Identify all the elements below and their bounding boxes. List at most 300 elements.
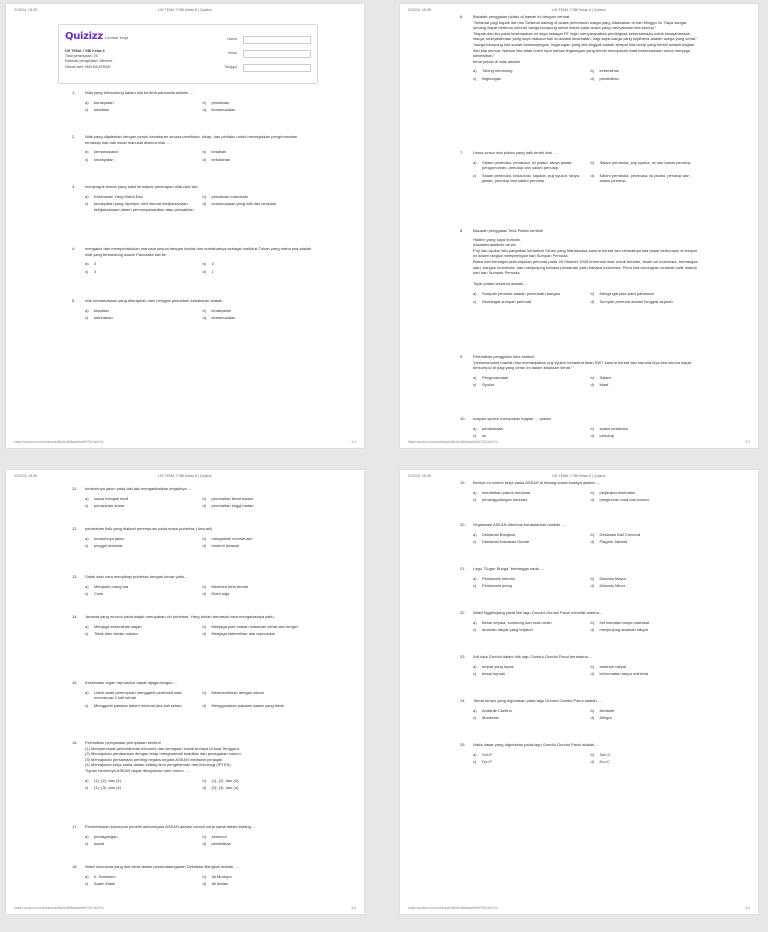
question-stem — [460, 228, 700, 234]
option-letter: a) — [473, 619, 477, 625]
answer-option[interactable] — [473, 708, 583, 714]
option-text: Diam saja — [211, 591, 230, 597]
answer-option[interactable] — [203, 536, 313, 542]
option-letter: d) — [202, 201, 207, 207]
question-text: perubahan fisik yang dialami perempuan pada masa pubertas ( kecuali) — [85, 526, 212, 531]
answer-option[interactable] — [85, 785, 195, 791]
option-text: kehormatan tanpa mahkota — [599, 671, 649, 677]
option-text: Andante — [599, 707, 615, 713]
name-field[interactable] — [227, 36, 311, 44]
answer-options — [72, 308, 312, 321]
option-text: (1), (3), dan (4) — [94, 785, 121, 791]
answer-option[interactable] — [591, 382, 701, 388]
answer-option[interactable] — [203, 841, 313, 847]
answer-option[interactable] — [591, 299, 701, 305]
page-4 — [400, 470, 758, 914]
question-text: Jerawat yang muncul pada wajah merupakan ciri pubertas. Yang bukan termasuk cara mengatasinya yaitu — [85, 614, 274, 619]
option-letter: c) — [85, 785, 89, 791]
answer-option[interactable] — [591, 620, 701, 626]
footer-url: https://quizizz.com/print/quiz/65a9c865ada6e60079c3ee7/d — [14, 906, 104, 910]
answer-option[interactable] — [473, 715, 583, 721]
answer-option[interactable] — [473, 759, 583, 765]
question-text: Nada dasar yang digunakan pada lagu Gundul-Gundul Pacul adalah.... — [473, 742, 599, 747]
option-text: Tolong menolong — [482, 68, 513, 74]
question-stem — [460, 566, 700, 572]
option-letter: b) — [202, 99, 207, 105]
option-text: keadilan — [94, 307, 109, 313]
answer-option[interactable] — [203, 157, 313, 163]
quiz-meta — [65, 49, 112, 70]
answer-option[interactable] — [203, 194, 313, 200]
answer-option[interactable] — [591, 160, 701, 171]
option-letter: c) — [85, 543, 89, 549]
class-label: Kelas — [228, 51, 237, 55]
answer-option[interactable] — [591, 708, 701, 714]
option-letter: a) — [473, 751, 477, 757]
answer-option[interactable] — [85, 496, 195, 502]
option-text: pendidikan — [599, 75, 619, 81]
question-block — [72, 246, 312, 274]
answer-option[interactable] — [85, 778, 195, 784]
option-letter: c) — [85, 591, 89, 597]
answer-option[interactable] — [203, 624, 313, 630]
question-number: 7. — [460, 150, 464, 155]
option-text: Menggunakan pakaian dalam yang tebal — [211, 702, 284, 708]
answer-option[interactable] — [473, 382, 583, 388]
print-title: UH TEMA 7 SBI Kelas 6 | Quizizz — [158, 474, 212, 478]
question-block — [72, 90, 312, 113]
answer-option[interactable] — [203, 785, 313, 791]
answer-option[interactable] — [591, 664, 701, 670]
option-letter: a) — [85, 261, 89, 267]
option-letter: a) — [473, 575, 477, 581]
question-block — [72, 680, 312, 708]
answer-option[interactable] — [591, 752, 701, 758]
option-text: lingkungan — [482, 75, 502, 81]
page-number: 3/4 — [351, 906, 356, 910]
answer-option[interactable] — [473, 664, 583, 670]
question-text: Nilai yang terkandung dalam sila ke-lima pancasila adalah .... — [85, 90, 194, 95]
option-letter: a) — [473, 663, 477, 669]
answer-options — [460, 752, 700, 765]
question-text: Organisasi ASEAN dibentuk berdasarkan naskah .... — [473, 522, 566, 527]
question-block — [460, 742, 700, 765]
answer-option[interactable] — [203, 100, 313, 106]
answer-option[interactable] — [591, 291, 701, 297]
option-text: Tidak tidur terlalu malam — [94, 631, 138, 637]
answer-option[interactable] — [591, 532, 701, 538]
option-text: pembukaan — [482, 425, 503, 431]
answer-option[interactable] — [85, 107, 195, 113]
answer-option[interactable] — [85, 149, 195, 155]
print-footer — [14, 906, 356, 910]
option-text: Do=C — [599, 759, 610, 765]
option-text: persatuan — [211, 99, 230, 105]
answer-option[interactable] — [591, 497, 701, 503]
answer-options — [72, 690, 312, 709]
answer-option[interactable] — [591, 375, 701, 381]
option-text: tumbuhnya jakun — [94, 535, 125, 541]
question-number: 11. — [72, 486, 78, 491]
question-block — [72, 486, 312, 509]
option-letter: b) — [202, 777, 207, 783]
answer-option[interactable] — [473, 583, 583, 589]
question-block — [72, 298, 312, 321]
question-number: 15. — [72, 680, 78, 685]
question-number: 22. — [460, 610, 466, 615]
option-letter: d) — [590, 583, 595, 589]
answer-option[interactable] — [85, 308, 195, 314]
answer-option[interactable] — [473, 490, 583, 496]
option-text: Syukur — [482, 382, 495, 388]
question-text: Perhatikan penggalan teks berikut! "pertama-tama marilah kita memanjatkan puji syukur kehadirat Allah SWT karena berkat dan karunia-Nya kita semua dapat berkumpul di pagi yang cerah ini dalam keadaan sehat." — [473, 354, 692, 371]
answer-option[interactable] — [85, 834, 195, 840]
option-text: besar kepala — [482, 671, 505, 677]
question-text: Berikut ini contoh kerja sama ASEAN di bidang sosial budaya adalah .... — [473, 480, 601, 485]
quiz-author: Dibuat oleh: MAYDA AFRAH — [65, 64, 111, 69]
option-letter: a) — [85, 833, 89, 839]
option-letter: d) — [202, 881, 207, 887]
option-text: 2 — [94, 261, 97, 267]
option-letter: a) — [85, 535, 89, 541]
option-text: kemanusiaan — [211, 315, 236, 321]
answer-option[interactable] — [473, 426, 583, 432]
answer-options — [72, 149, 312, 162]
option-letter: b) — [590, 575, 595, 581]
question-block — [72, 864, 312, 887]
date-field[interactable] — [224, 64, 311, 72]
answer-option[interactable] — [591, 759, 701, 765]
option-letter: b) — [202, 261, 207, 267]
option-letter: b) — [590, 425, 595, 431]
question-number: 25. — [460, 742, 466, 747]
print-footer — [408, 440, 750, 444]
answer-option[interactable] — [591, 68, 701, 74]
option-letter: c) — [473, 172, 477, 178]
option-text: Deklarasi Bali Concord — [599, 531, 641, 537]
answer-option[interactable] — [85, 543, 195, 549]
answer-options — [72, 261, 312, 274]
answer-options — [460, 68, 700, 81]
option-letter: d) — [202, 841, 207, 847]
answer-option[interactable] — [203, 703, 313, 709]
option-text: keadilan — [94, 107, 109, 113]
answer-option[interactable] — [203, 149, 313, 155]
option-text: Membersihkan dengan sabun — [211, 689, 265, 695]
option-letter: a) — [85, 623, 89, 629]
print-datetime: 2/10/24, 15:35 — [408, 474, 431, 478]
question-stem — [72, 740, 312, 774]
answer-option[interactable] — [591, 539, 701, 545]
option-letter: b) — [202, 583, 207, 589]
answer-option[interactable] — [591, 576, 701, 582]
answer-options — [72, 194, 312, 213]
question-number: 23. — [460, 654, 466, 659]
answer-options — [72, 584, 312, 597]
answer-options — [72, 834, 312, 847]
option-letter: d) — [590, 75, 595, 81]
option-letter: c) — [85, 201, 89, 207]
answer-option[interactable] — [473, 76, 583, 82]
answer-option[interactable] — [473, 671, 583, 677]
answer-option[interactable] — [85, 261, 195, 267]
question-text: Tanda tempo yang digunakan pada lagu Gundul-Gundul Pacul adalah .... — [473, 698, 603, 703]
question-block — [460, 228, 700, 304]
option-text: Piagam Jakarta — [599, 539, 628, 545]
question-stem — [72, 90, 312, 96]
date-label: Tanggal — [224, 65, 237, 69]
question-text: mengakui dan memperlakukan manusia sesuai dengan harkat dan martabatnya sebagai makhluk Tuhan yang maha esa adalah nilai yang terkandung dalam Pancasila sila ke — [85, 246, 313, 257]
answer-option[interactable] — [85, 881, 195, 887]
question-number: 20. — [460, 522, 466, 527]
answer-option[interactable] — [591, 490, 701, 496]
answer-option[interactable] — [203, 874, 313, 880]
worksheet-header — [58, 24, 318, 84]
option-text: empat yang lepas — [482, 663, 514, 669]
option-text: amanah rakyat yang terjatuh — [482, 627, 533, 633]
print-datetime: 2/10/24, 15:35 — [408, 8, 431, 12]
option-letter: b) — [202, 833, 207, 839]
option-letter: c) — [85, 156, 89, 162]
option-letter: d) — [202, 631, 207, 637]
answer-option[interactable] — [591, 433, 701, 439]
footer-url: https://quizizz.com/print/quiz/65a9c865ada6e60079c3ee7/d — [408, 440, 498, 444]
question-stem — [460, 522, 700, 528]
answer-option[interactable] — [473, 532, 583, 538]
answer-option[interactable] — [203, 261, 313, 267]
answer-option[interactable] — [591, 583, 701, 589]
question-text: Bacalah penggalan pidato di bawah ini dengan cermat "Selamat pagi bapak dan ibu Selamat datang di acara pertemuan warga yang dilaksakan di hari Minggu ini. Saya sangat senang dapat bertemu seluruh warga kampung sehat melati pada acara yang menyatukan kita semua." "Bapak dan ibu pada kesempatan ini saya sebagai RT ingin menyampaikan pentingnya kebersamaan untuk kesejahteraan warga, kesejahteraan yang saya maksud kali ini adalah kesehatan, bagi saya warga yang sejahtera adalah warga yang sehat." "warga kampung kita sudah berdampingan, lingkungan yang kita tinggali adalah tempat kita hidup yang bersih adalah bagian dari kita semua. Namun kita tidak boleh lupa bahwa lingkungan yang bersih merupakan hasil kebersamaan untuk menjaga kebersihan." tema pidato di atas adalah — [473, 14, 698, 64]
question-block — [72, 614, 312, 637]
question-stem — [460, 480, 700, 486]
answer-option[interactable] — [203, 308, 313, 314]
answer-option[interactable] — [203, 584, 313, 590]
option-letter: a) — [85, 495, 89, 501]
option-letter: b) — [590, 489, 595, 495]
question-stem — [72, 298, 312, 304]
question-number: 2. — [72, 134, 76, 139]
answer-option[interactable] — [85, 703, 195, 709]
worksheet-subtitle: Lembar kerja — [105, 35, 129, 40]
class-field[interactable] — [228, 50, 311, 58]
answer-option[interactable] — [85, 100, 195, 106]
option-letter: d) — [202, 503, 207, 509]
footer-url: https://quizizz.com/print/quiz/65a9c865ada6e60079c3ee7/d — [408, 906, 498, 910]
option-text: perubahan suara — [94, 503, 125, 509]
question-number: 1. — [72, 90, 76, 95]
option-text: perubahan berat badan — [211, 495, 254, 501]
answer-option[interactable] — [203, 107, 313, 113]
answer-option[interactable] — [591, 76, 701, 82]
option-text: penutup — [599, 433, 614, 439]
answer-option[interactable] — [203, 201, 313, 212]
question-block — [460, 416, 700, 439]
option-letter: c) — [473, 539, 477, 545]
question-block — [72, 134, 312, 162]
question-stem — [460, 150, 700, 156]
option-letter: c) — [473, 627, 477, 633]
option-text: (1), (2), dan (3) — [211, 777, 239, 783]
page-3 — [6, 470, 364, 914]
answer-option[interactable] — [85, 194, 195, 200]
answer-option[interactable] — [473, 620, 583, 626]
answer-option[interactable] — [591, 426, 701, 432]
answer-option[interactable] — [203, 778, 313, 784]
answer-options — [72, 874, 312, 887]
question-block — [460, 14, 700, 82]
question-number: 5. — [72, 298, 76, 303]
name-label: Nama — [227, 37, 237, 41]
question-stem — [460, 654, 700, 660]
answer-option[interactable] — [591, 671, 701, 677]
option-text: Andante Cantino — [482, 707, 512, 713]
option-text: Pentatonis pelog — [482, 583, 512, 589]
answer-option[interactable] — [473, 299, 583, 305]
answer-options — [460, 532, 700, 545]
answer-option[interactable] — [473, 291, 583, 297]
answer-option[interactable] — [203, 269, 313, 275]
answer-option[interactable] — [85, 584, 195, 590]
question-text: Unsur-unsur dari pidato yang baik terdiri dari .... — [473, 150, 558, 155]
question-number: 12. — [72, 526, 78, 531]
answer-option[interactable] — [473, 576, 583, 582]
option-text: kemanusiaan — [211, 107, 236, 113]
option-text: Ali Murtopo — [211, 873, 232, 879]
answer-option[interactable] — [85, 536, 195, 542]
answer-option[interactable] — [85, 591, 195, 597]
question-number: 9. — [460, 354, 464, 359]
answer-option[interactable] — [473, 433, 583, 439]
question-stem — [72, 184, 312, 190]
question-text: tumbuhnya jakun pada laki-laki mengakibatkan terjadinya .... — [85, 486, 193, 491]
question-block — [72, 184, 312, 212]
question-stem — [460, 416, 700, 422]
question-block — [460, 610, 700, 633]
option-text: ketuhanan — [211, 156, 231, 162]
option-text: ketuhanan — [94, 315, 113, 321]
option-letter: b) — [590, 374, 595, 380]
option-text: perubahan tinggi badan — [211, 503, 254, 509]
option-text: Ketuhanan Yang Maha Esa — [94, 193, 143, 199]
answer-option[interactable] — [203, 690, 313, 701]
question-stem — [72, 864, 312, 870]
answer-option[interactable] — [85, 269, 195, 275]
option-letter: b) — [202, 193, 207, 199]
option-letter: c) — [85, 702, 89, 708]
question-text: Arti kata Gundul dalam lirik lagu Gundul-Gundul Pacul bermakna.... — [473, 654, 593, 659]
option-letter: b) — [202, 307, 207, 313]
page-number: 2/4 — [745, 440, 750, 444]
answer-option[interactable] — [85, 841, 195, 847]
option-letter: d) — [590, 497, 595, 503]
answer-option[interactable] — [473, 173, 583, 184]
class-input[interactable] — [243, 50, 311, 58]
question-stem — [72, 526, 312, 532]
option-letter: c) — [473, 382, 477, 388]
option-text: salam pembuka — [599, 425, 628, 431]
answer-option[interactable] — [203, 503, 313, 509]
answer-option[interactable] — [85, 631, 195, 637]
answer-option[interactable] — [473, 497, 583, 503]
answer-option[interactable] — [85, 315, 195, 321]
option-text: Salam — [599, 374, 611, 380]
option-letter: d) — [202, 543, 207, 549]
answer-option[interactable] — [473, 627, 583, 633]
option-letter: b) — [590, 751, 595, 757]
answer-option[interactable] — [203, 315, 313, 321]
answer-option[interactable] — [473, 160, 583, 171]
quiz-time: Estimasi pengerjaan: 38menit — [65, 59, 113, 64]
answer-option[interactable] — [85, 157, 195, 163]
answer-option[interactable] — [203, 496, 313, 502]
answer-option[interactable] — [473, 539, 583, 545]
option-letter: d) — [590, 715, 595, 721]
option-text: 1 — [211, 268, 214, 274]
question-stem — [460, 698, 700, 704]
answer-option[interactable] — [203, 591, 313, 597]
date-input[interactable] — [243, 64, 311, 72]
option-letter: c) — [473, 671, 477, 677]
option-letter: b) — [202, 873, 207, 879]
answer-options — [460, 708, 700, 721]
answer-option[interactable] — [85, 201, 195, 212]
answer-option[interactable] — [85, 503, 195, 509]
question-number: 8. — [460, 228, 464, 233]
option-text: ekonomi — [211, 833, 227, 839]
name-input[interactable] — [243, 36, 311, 44]
answer-option[interactable] — [203, 881, 313, 887]
print-footer — [408, 906, 750, 910]
option-text: 4 — [94, 268, 97, 274]
option-text: Adam Malik — [94, 881, 115, 887]
option-text: pengiriman duta dan konsul — [599, 497, 649, 503]
answer-option[interactable] — [85, 690, 195, 701]
answer-option[interactable] — [203, 834, 313, 840]
question-block — [460, 522, 700, 545]
answer-option[interactable] — [85, 624, 195, 630]
answer-option[interactable] — [591, 173, 701, 184]
option-text: keadilan — [211, 149, 227, 155]
option-letter: b) — [590, 531, 595, 537]
answer-options — [72, 624, 312, 637]
answer-option[interactable] — [85, 874, 195, 880]
answer-option[interactable] — [473, 68, 583, 74]
option-letter: d) — [590, 172, 595, 178]
option-letter: d) — [202, 315, 207, 321]
option-letter: d) — [590, 759, 595, 765]
question-text: Bacalah penggalan Teks Pidato berikut! — [473, 228, 544, 233]
answer-option[interactable] — [591, 715, 701, 721]
answer-option[interactable] — [203, 543, 313, 549]
option-text: isi — [482, 433, 486, 439]
option-letter: c) — [473, 298, 477, 304]
option-letter: b) — [590, 68, 595, 74]
option-text: Do=F — [482, 759, 492, 765]
quiz-total: Total pertanyaan: 25 — [65, 54, 98, 59]
question-block — [460, 150, 700, 184]
option-letter: a) — [85, 689, 89, 695]
answer-option[interactable] — [473, 752, 583, 758]
option-text: Ir. Soekarno — [94, 873, 116, 879]
option-text: perdagangan — [94, 833, 118, 839]
answer-option[interactable] — [591, 627, 701, 633]
option-text: Kehormatan tanpa martabat — [599, 619, 650, 625]
question-text: Wakil Nggelinjang pada lirik lagu Gundul-Gundul Pacul memiliki makna.... — [473, 610, 604, 615]
answer-option[interactable] — [203, 631, 313, 637]
option-text: kerakyatan — [94, 156, 114, 162]
option-letter: c) — [85, 841, 89, 847]
answer-option[interactable] — [473, 375, 583, 381]
